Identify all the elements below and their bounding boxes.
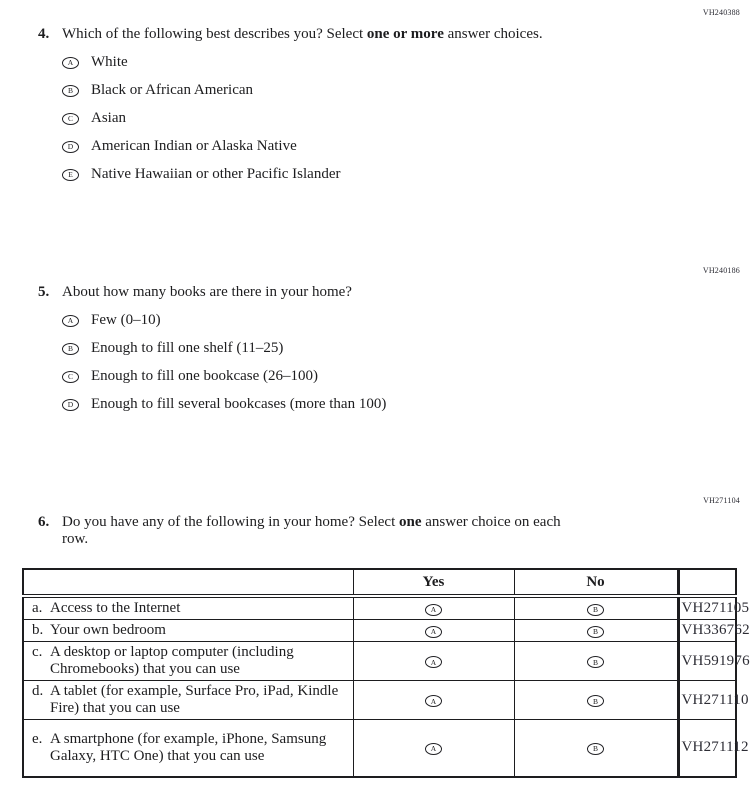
answer-options bbox=[0, 55, 756, 182]
row-label: d. A tablet (for example, Surface Pro, iPad, Kindle Fire) that you can use bbox=[23, 681, 353, 720]
prompt-emphasis: one or more bbox=[366, 26, 444, 42]
question-number: 6. bbox=[38, 514, 50, 530]
no-cell[interactable] bbox=[514, 596, 678, 620]
prompt-emphasis: one bbox=[399, 514, 422, 530]
header-yes: Yes bbox=[353, 569, 514, 596]
option-c[interactable] bbox=[62, 369, 756, 384]
table-row-e bbox=[23, 720, 736, 777]
row-label: e. A smartphone (for example, iPhone, Samsung Galaxy, HTC One) that you can use bbox=[23, 720, 353, 777]
yes-cell[interactable] bbox=[353, 720, 514, 777]
option-a[interactable] bbox=[62, 313, 756, 328]
answer-bubble-e[interactable]: E bbox=[62, 169, 79, 181]
question-prompt bbox=[0, 514, 756, 548]
item-code: VH240388 bbox=[702, 8, 740, 17]
table-header-row bbox=[23, 569, 736, 596]
option-b[interactable] bbox=[62, 341, 756, 356]
answer-bubble-b[interactable]: B bbox=[62, 343, 79, 355]
answer-bubble-d[interactable]: D bbox=[62, 141, 79, 153]
answer-bubble-c[interactable]: C bbox=[62, 371, 79, 383]
option-label: American Indian or Alaska Native bbox=[91, 138, 297, 154]
option-b[interactable] bbox=[62, 83, 756, 98]
question-prompt bbox=[0, 284, 756, 301]
answer-bubble-a[interactable]: A bbox=[62, 315, 79, 327]
option-label: Asian bbox=[91, 110, 126, 126]
row-code: VH271105 bbox=[678, 596, 736, 620]
header-code-cell bbox=[678, 569, 736, 596]
prompt-pre: Which of the following best describes you? Select bbox=[62, 26, 367, 42]
yes-bubble[interactable]: A bbox=[425, 695, 442, 707]
question-text bbox=[62, 26, 543, 43]
row-code: VH336762 bbox=[678, 620, 736, 642]
no-bubble[interactable]: B bbox=[587, 656, 604, 668]
yes-cell[interactable] bbox=[353, 596, 514, 620]
option-label: Enough to fill one bookcase (26–100) bbox=[91, 368, 319, 384]
yes-cell[interactable] bbox=[353, 620, 514, 642]
question-5 bbox=[0, 266, 756, 425]
yes-bubble[interactable]: A bbox=[425, 743, 442, 755]
header-no: No bbox=[514, 569, 678, 596]
header-empty-cell bbox=[23, 569, 353, 596]
no-bubble[interactable]: B bbox=[587, 743, 604, 755]
answer-bubble-d[interactable]: D bbox=[62, 399, 79, 411]
no-cell[interactable] bbox=[514, 642, 678, 681]
table-row-c bbox=[23, 642, 736, 681]
yes-bubble[interactable]: A bbox=[425, 604, 442, 616]
row-label: c. A desktop or laptop computer (including Chromebooks) that you can use bbox=[23, 642, 353, 681]
yes-cell[interactable] bbox=[353, 681, 514, 720]
option-label: Black or African American bbox=[91, 82, 254, 98]
question-text bbox=[62, 284, 352, 301]
yes-bubble[interactable]: A bbox=[425, 626, 442, 638]
no-bubble[interactable]: B bbox=[587, 626, 604, 638]
item-code: VH240186 bbox=[702, 266, 740, 275]
row-label: a. Access to the Internet bbox=[23, 596, 353, 620]
answer-options bbox=[0, 313, 756, 412]
option-c[interactable] bbox=[62, 111, 756, 126]
option-label: Enough to fill one shelf (11–25) bbox=[91, 340, 284, 356]
item-code: VH271104 bbox=[703, 496, 740, 505]
question-number: 4. bbox=[38, 26, 50, 42]
option-a[interactable] bbox=[62, 55, 756, 70]
home-items-table bbox=[22, 568, 750, 778]
answer-bubble-c[interactable]: C bbox=[62, 113, 79, 125]
option-e[interactable] bbox=[62, 167, 756, 182]
option-d[interactable] bbox=[62, 139, 756, 154]
answer-bubble-a[interactable]: A bbox=[62, 57, 79, 69]
no-bubble[interactable]: B bbox=[587, 695, 604, 707]
row-code: VH271110 bbox=[678, 681, 736, 720]
prompt-post: answer choices. bbox=[443, 26, 543, 42]
option-label: Native Hawaiian or other Pacific Islander bbox=[91, 166, 341, 182]
question-prompt bbox=[0, 26, 756, 43]
answer-bubble-b[interactable]: B bbox=[62, 85, 79, 97]
row-code: VH591976 bbox=[678, 642, 736, 681]
no-bubble[interactable]: B bbox=[587, 604, 604, 616]
option-label: Few (0–10) bbox=[91, 312, 161, 328]
question-6 bbox=[0, 496, 756, 778]
row-label: b. Your own bedroom bbox=[23, 620, 353, 642]
option-label: White bbox=[91, 54, 128, 70]
yes-cell[interactable] bbox=[353, 642, 514, 681]
option-label: Enough to fill several bookcases (more than 100) bbox=[91, 396, 387, 412]
no-cell[interactable] bbox=[514, 620, 678, 642]
prompt-pre: Do you have any of the following in your home? Select bbox=[62, 514, 400, 530]
row-code: VH271112 bbox=[678, 720, 736, 777]
prompt-post: answer choice on each bbox=[421, 514, 561, 530]
prompt-pre: About how many books are there in your home? bbox=[62, 284, 352, 300]
question-number: 5. bbox=[38, 284, 50, 300]
question-text bbox=[62, 514, 561, 548]
no-cell[interactable] bbox=[514, 681, 678, 720]
yes-bubble[interactable]: A bbox=[425, 656, 442, 668]
table-row-a bbox=[23, 596, 736, 620]
question-4 bbox=[0, 8, 756, 195]
option-d[interactable] bbox=[62, 397, 756, 412]
no-cell[interactable] bbox=[514, 720, 678, 777]
prompt-line2: row. bbox=[62, 531, 89, 547]
table-row-d bbox=[23, 681, 736, 720]
table-row-b bbox=[23, 620, 736, 642]
